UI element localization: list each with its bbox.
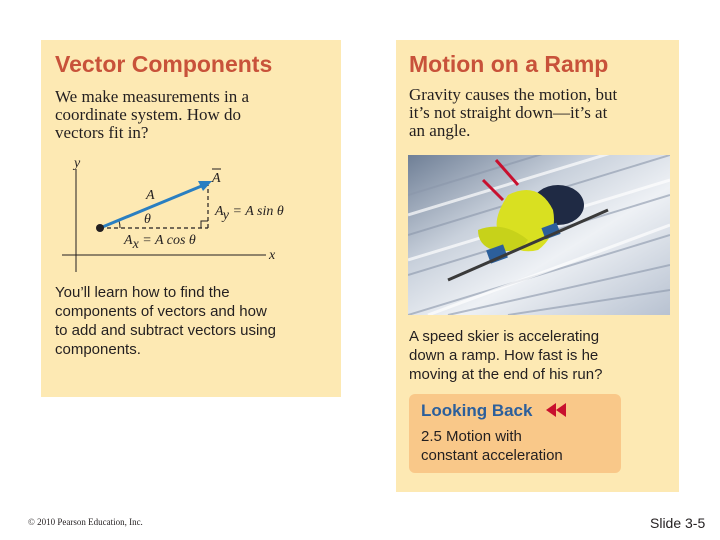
- looking-back-box: [409, 394, 621, 473]
- double-left-arrow-icon: [546, 403, 568, 417]
- angle-label: θ: [144, 212, 151, 227]
- left-panel-title: Vector Components: [55, 51, 273, 77]
- vector-components-diagram: [52, 155, 292, 275]
- right-panel-title: Motion on a Ramp: [409, 51, 609, 77]
- ay-symbol: A: [215, 204, 223, 219]
- ay-equation: [214, 204, 284, 223]
- skier-illustration: [408, 155, 670, 315]
- outro-line: You’ll learn how to find the: [55, 284, 230, 301]
- ax-symbol: A: [124, 233, 133, 248]
- intro-line: an angle.: [409, 121, 471, 140]
- reference-line: constant acceleration: [421, 447, 563, 464]
- looking-back-reference: [421, 427, 563, 465]
- outro-line: components.: [55, 341, 141, 358]
- left-panel-outro: [55, 283, 276, 359]
- caption-line: down a ramp. How fast is he: [409, 347, 599, 364]
- angle-arc: [119, 221, 120, 228]
- x-axis-label: x: [269, 248, 276, 263]
- ax-subscript: x: [132, 237, 139, 252]
- looking-back-title: Looking Back: [421, 401, 533, 420]
- ax-formula: = A cos θ: [138, 233, 196, 248]
- intro-line: We make measurements in a: [55, 87, 250, 106]
- skier-caption: [409, 327, 602, 384]
- intro-line: vectors fit in?: [55, 123, 149, 142]
- slide-number: Slide 3-5: [650, 515, 706, 531]
- ax-equation: [123, 233, 196, 252]
- caption-line: A speed skier is accelerating: [409, 328, 600, 345]
- outro-line: components of vectors and how: [55, 303, 267, 320]
- ay-formula: = A sin θ: [229, 204, 284, 219]
- speed-skier-photo: [408, 155, 670, 315]
- ay-subscript: y: [222, 208, 229, 223]
- y-axis-label: y: [74, 156, 81, 171]
- intro-line: it’s not straight down—it’s at: [409, 103, 608, 122]
- right-panel-intro: [409, 86, 617, 140]
- vector-name-label: A: [212, 171, 221, 186]
- right-angle-marker: [201, 221, 208, 228]
- vector-origin-dot: [96, 224, 104, 232]
- outro-line: to add and subtract vectors using: [55, 322, 276, 339]
- intro-line: Gravity causes the motion, but: [409, 85, 618, 104]
- caption-line: moving at the end of his run?: [409, 366, 603, 383]
- reference-line: 2.5 Motion with: [421, 428, 522, 445]
- copyright-notice: © 2010 Pearson Education, Inc.: [28, 517, 143, 527]
- left-panel-intro: [55, 88, 249, 142]
- intro-line: coordinate system. How do: [55, 105, 242, 124]
- vector-magnitude-label: A: [146, 188, 155, 203]
